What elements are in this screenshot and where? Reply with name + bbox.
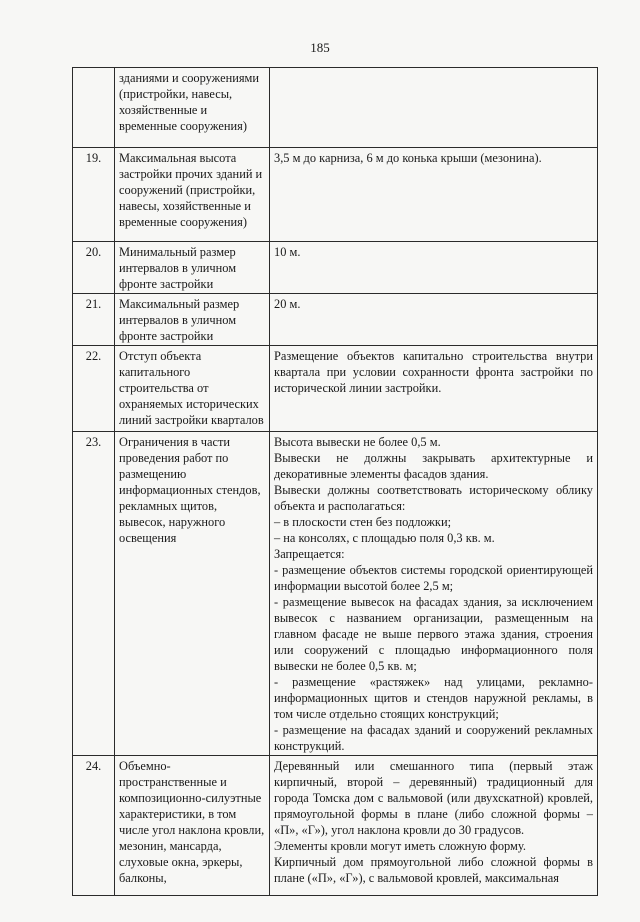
value-list-item: - размещение вывесок на фасадах здания, за исключением вывесок с названием организации, размещенным на главном фасаде не выше первого этажа здания, строения или сооружений с площадью информационного поля вывески не более 0,5 кв. м;: [274, 595, 593, 673]
value-paragraph: Деревянный или смешанного типа (первый этаж кирпичный, второй – деревянный) традиционный для города Томска дом с вальмовой (или двухскатной) кровлей, прямоугольной формы в плане (либо сложной формы – «П», «Г»), угол наклона кровли до 30 градусов.: [274, 759, 593, 837]
row-parameter: Объемно-пространственные и композиционно-силуэтные характеристики, в том числе угол наклона кровли, мезонин, мансарда, слуховые окна, эркеры, балконы,: [115, 756, 270, 896]
value-paragraph: 20 м.: [274, 297, 301, 311]
row-value: [270, 68, 598, 148]
row-number: 19.: [73, 148, 115, 242]
row-number: 22.: [73, 346, 115, 432]
table-row: [73, 432, 598, 756]
value-paragraph: Элементы кровли могут иметь сложную форму.: [274, 839, 526, 853]
row-value: [270, 346, 598, 432]
row-number: 21.: [73, 294, 115, 346]
row-parameter: зданиями и сооружениями (пристройки, навесы, хозяйственные и временные сооружения): [115, 68, 270, 148]
row-value: [270, 294, 598, 346]
row-number: 23.: [73, 432, 115, 756]
value-list-item: - размещение объектов системы городской ориентирующей информации высотой более 2,5 м;: [274, 563, 593, 593]
table-row: [73, 242, 598, 294]
row-parameter: Максимальная высота застройки прочих зданий и сооружений (пристройки, навесы, хозяйственные и временные сооружения): [115, 148, 270, 242]
table-row: [73, 148, 598, 242]
row-value: [270, 242, 598, 294]
page-number: 185: [310, 40, 330, 55]
value-paragraph: Запрещается:: [274, 547, 345, 561]
row-number: [73, 68, 115, 148]
value-paragraph: Размещение объектов капитально строительства внутри квартала при условии сохранности фронта застройки по исторической линии застройки.: [274, 349, 593, 395]
value-list-item: – в плоскости стен без подложки;: [274, 515, 452, 529]
row-value: [270, 432, 598, 756]
row-parameter: Минимальный размер интервалов в уличном фронте застройки: [115, 242, 270, 294]
row-parameter: Отступ объекта капитального строительства от охраняемых исторических линий застройки кварталов: [115, 346, 270, 432]
table-row: [73, 756, 598, 896]
table-row: [73, 68, 598, 148]
value-paragraph: Вывески должны соответствовать историческому облику объекта и располагаться:: [274, 483, 593, 513]
row-value: [270, 148, 598, 242]
row-parameter: Ограничения в части проведения работ по размещению информационных стендов, рекламных щитов, вывесок, наружного освещения: [115, 432, 270, 756]
value-paragraph: 3,5 м до карниза, 6 м до конька крыши (мезонина).: [274, 151, 542, 165]
value-list-item: - размещение на фасадах зданий и сооружений рекламных конструкций.: [274, 723, 593, 753]
regulations-table: [72, 67, 598, 896]
value-list-item: – на консолях, с площадью поля 0,3 кв. м.: [274, 531, 495, 545]
row-number: 24.: [73, 756, 115, 896]
table-row: [73, 294, 598, 346]
row-value: [270, 756, 598, 896]
table-row: [73, 346, 598, 432]
value-paragraph: 10 м.: [274, 245, 301, 259]
row-parameter: Максимальный размер интервалов в уличном фронте застройки: [115, 294, 270, 346]
value-paragraph: Вывески не должны закрывать архитектурные и декоративные элементы фасадов здания.: [274, 451, 593, 481]
row-number: 20.: [73, 242, 115, 294]
value-paragraph: Высота вывески не более 0,5 м.: [274, 435, 441, 449]
value-list-item: - размещение «растяжек» над улицами, рекламно-информационных щитов и стендов наружной рекламы, в том числе отдельно стоящих конструкций;: [274, 675, 593, 721]
value-paragraph: Кирпичный дом прямоугольной либо сложной формы в плане («П», «Г»), с вальмовой кровлей, максимальная: [274, 855, 593, 885]
